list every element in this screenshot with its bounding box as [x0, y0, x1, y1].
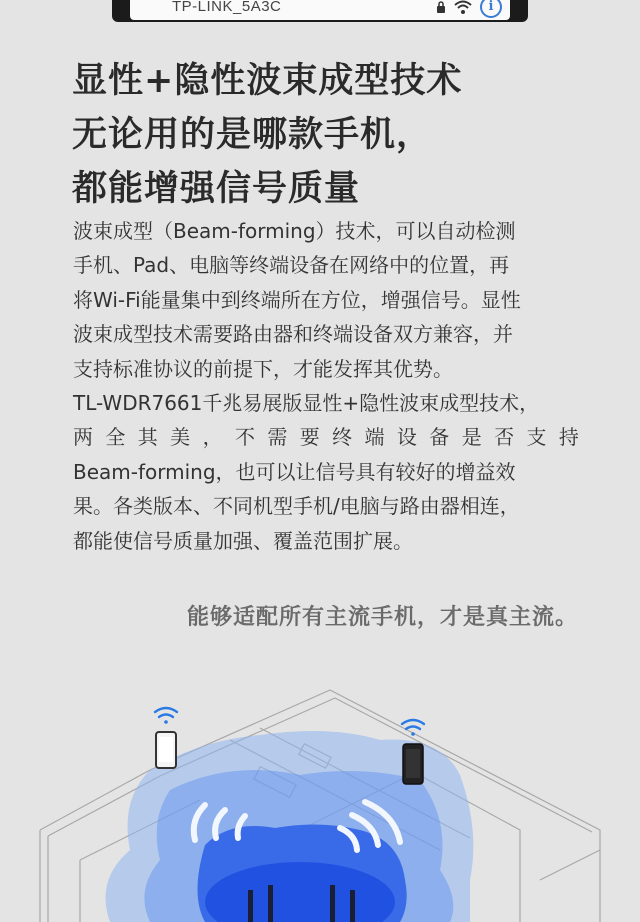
body-char: 否: [494, 425, 515, 450]
smartphone-icon-left: [156, 732, 176, 768]
phone-wifi-row[interactable]: [130, 0, 510, 20]
body-char: 其: [137, 425, 158, 450]
body-line: 波束成型（Beam-forming）技术，可以自动检测: [73, 219, 516, 243]
body-line: 波束成型技术需要路由器和终端设备双方兼容，并: [73, 322, 513, 347]
body-char: 备: [429, 425, 450, 450]
body-char: 端: [364, 425, 385, 450]
body-char: 支: [526, 425, 547, 450]
headline-line-2: 无论用的是哪款手机，: [72, 115, 433, 155]
headline: [72, 54, 592, 216]
body-line-justified: [73, 420, 579, 454]
body-char: 不: [234, 425, 255, 450]
body-char: 终: [332, 425, 353, 450]
headline-line-1: 显性+隐性波束成型技术: [72, 61, 463, 101]
body-line: TL-WDR7661千兆易展版显性+隐性波束成型技术，: [73, 391, 540, 416]
body-line: Beam-forming，也可以让信号具有较好的增益效: [73, 459, 516, 484]
phone-frame: [112, 0, 528, 22]
lock-icon: [436, 1, 446, 13]
wifi-network-name: TP-LINK_5A3C: [172, 0, 282, 15]
body-char: ，: [202, 425, 223, 450]
body-paragraph: [73, 214, 579, 558]
body-line: 都能使信号质量加强、覆盖范围扩展。: [73, 528, 413, 553]
body-char: 是: [461, 425, 482, 450]
body-char: 两: [73, 425, 93, 450]
info-icon[interactable]: i: [480, 0, 502, 18]
headline-line-3: 都能增强信号质量: [72, 169, 361, 209]
body-char: 设: [396, 425, 417, 450]
beamforming-illustration: [0, 680, 640, 922]
body-char: 持: [558, 425, 579, 450]
slogan: 能够适配所有主流手机，才是真主流。: [186, 605, 578, 630]
body-char: 要: [299, 425, 320, 450]
body-line: 将Wi-Fi能量集中到终端所在方位，增强信号。显性: [73, 287, 521, 312]
smartphone-icon-right: [403, 744, 423, 784]
body-char: 全: [105, 425, 126, 450]
body-line: 手机、Pad、电脑等终端设备在网络中的位置，再: [73, 253, 510, 278]
body-char: 需: [267, 425, 288, 450]
body-line: 支持标准协议的前提下，才能发挥其优势。: [73, 356, 453, 381]
body-char: 美: [170, 425, 191, 450]
wifi-icon-left: [155, 708, 177, 724]
wifi-row-icons: [436, 0, 502, 18]
wifi-icon-right: [402, 720, 424, 736]
body-line: 果。各类版本、不同机型手机/电脑与路由器相连，: [73, 494, 520, 519]
wifi-icon: [454, 0, 472, 14]
